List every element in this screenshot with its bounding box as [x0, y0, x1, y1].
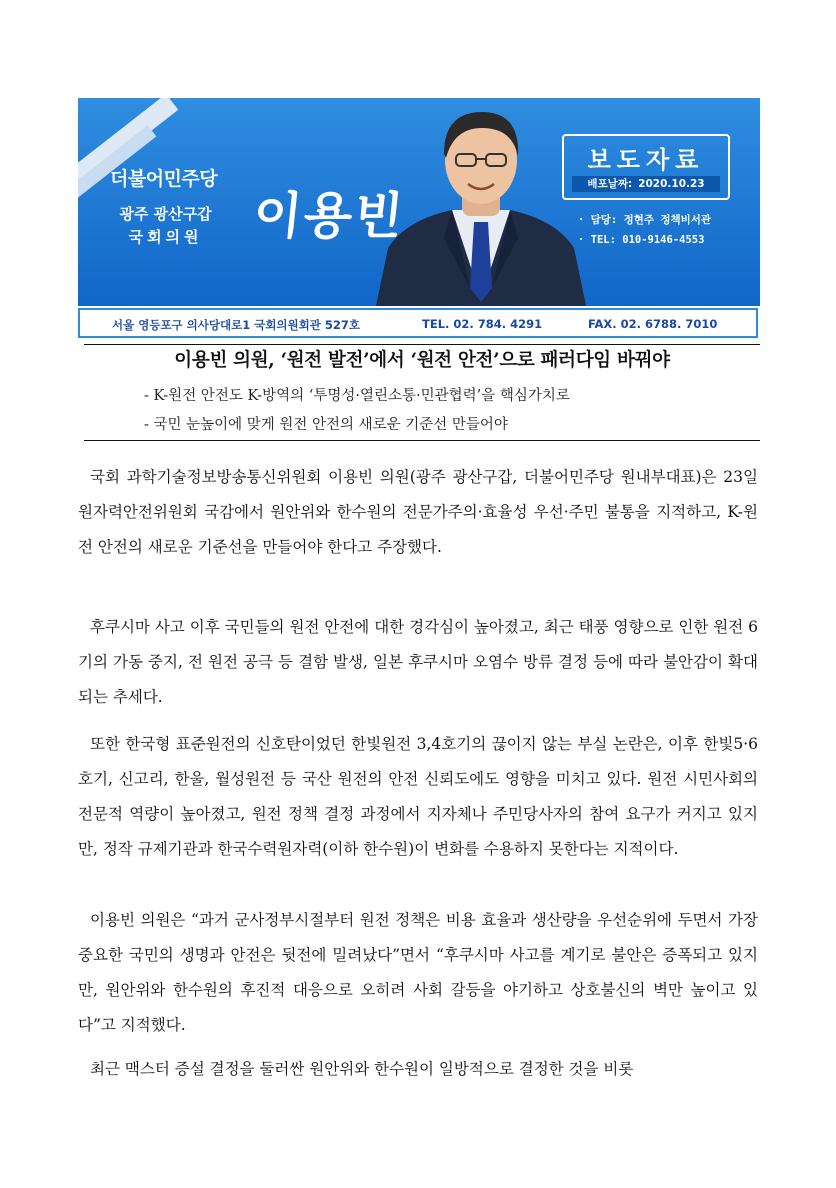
lawmaker-info [110, 164, 218, 247]
office-tel: TEL. 02. 784. 4291 [422, 317, 543, 331]
paragraph-text: 최근 맥스터 증설 결정을 둘러싼 원안위와 한수원이 일방적으로 결정한 것을 비롯 [90, 1060, 634, 1078]
contact-person: · 담당: 정현주 정책비서관 [578, 214, 712, 226]
subheadline: - K-원전 안전도 K-방역의 ‘투명성·열린소통·민관협력’을 핵심가치로 [144, 388, 570, 404]
lawmaker-portrait [366, 98, 596, 306]
party-name: 더불어민주당 [110, 168, 218, 190]
press-release-title: 보도자료 [587, 146, 705, 174]
body-paragraph [78, 610, 758, 715]
subheadline: - 국민 눈높이에 맞게 원전 안전의 새로운 기준선 만들어야 [144, 417, 508, 433]
contact-info [578, 210, 711, 250]
headline-top-rule [84, 344, 760, 345]
paragraph-text: 또한 한국형 표준원전의 신호탄이었던 한빛원전 3,4호기의 끊이지 않는 부실 논란은, 이후 한빛5·6호기, 신고리, 한울, 월성원전 등 국산 원전의 안전 신뢰도에도 영향을 미치고 있다. 원전 시민사회의 전문적 역량이 높아졌고, 원전 정책 결정 과정에서 지자체나 주민당사자의 참여 요구가 커지고 있지만, 정작 규제기관과 한국수력원자력(이하 한수원)이 변화를 수용하지 못한다는 지적이다. [78, 735, 758, 858]
district-name: 광주 광산구갑 [119, 205, 212, 223]
lawmaker-name-logo: 이용빈 [250, 187, 408, 245]
office-address-bar [78, 308, 758, 338]
contact-tel: · TEL: 010-9146-4553 [578, 234, 705, 246]
body-paragraph [78, 460, 758, 565]
headline-bottom-rule [84, 440, 760, 441]
release-date [572, 176, 720, 192]
release-date-value: 2020.10.23 [638, 178, 705, 190]
release-date-label: 배포날짜: [587, 178, 633, 190]
press-release-box [562, 134, 730, 200]
paragraph-text: 국회 과학기술정보방송통신위원회 이용빈 의원(광주 광산구갑, 더불어민주당 원내부대표)은 23일 원자력안전위원회 국감에서 원안위와 한수원의 전문가주의·효율성 우선·주민 불통을 지적하고, K-원전 안전의 새로운 기준선을 만들어야 한다고 주장했다. [78, 468, 758, 556]
body-paragraph [78, 727, 758, 867]
office-fax: FAX. 02. 6788. 7010 [588, 317, 718, 331]
headline: 이용빈 의원, ‘원전 발전’에서 ‘원전 안전’으로 패러다임 바꿔야 [174, 350, 670, 371]
body-paragraph [78, 1052, 758, 1087]
press-release-banner [78, 98, 760, 306]
office-address: 서울 영등포구 의사당대로1 국회의원회관 527호 [112, 318, 360, 332]
assembly-title: 국회의원 [128, 228, 203, 246]
paragraph-text: 이용빈 의원은 “과거 군사정부시절부터 원전 정책은 비용 효율과 생산량을 우선순위에 두면서 가장 중요한 국민의 생명과 안전은 뒷전에 밀려났다”면서 “후쿠시마 사고를 계기로 불안은 증폭되고 있지만, 원안위와 한수원의 후진적 대응으로 오히려 사회 갈등을 야기하고 상호불신의 벽만 높이고 있다”고 지적했다. [78, 911, 758, 1034]
body-paragraph [78, 903, 758, 1043]
paragraph-text: 후쿠시마 사고 이후 국민들의 원전 안전에 대한 경각심이 높아졌고, 최근 태풍 영향으로 인한 원전 6기의 가동 중지, 전 원전 공극 등 결함 발생, 일본 후쿠시마 오염수 방류 결정 등에 따라 불안감이 확대되는 추세다. [78, 618, 758, 706]
